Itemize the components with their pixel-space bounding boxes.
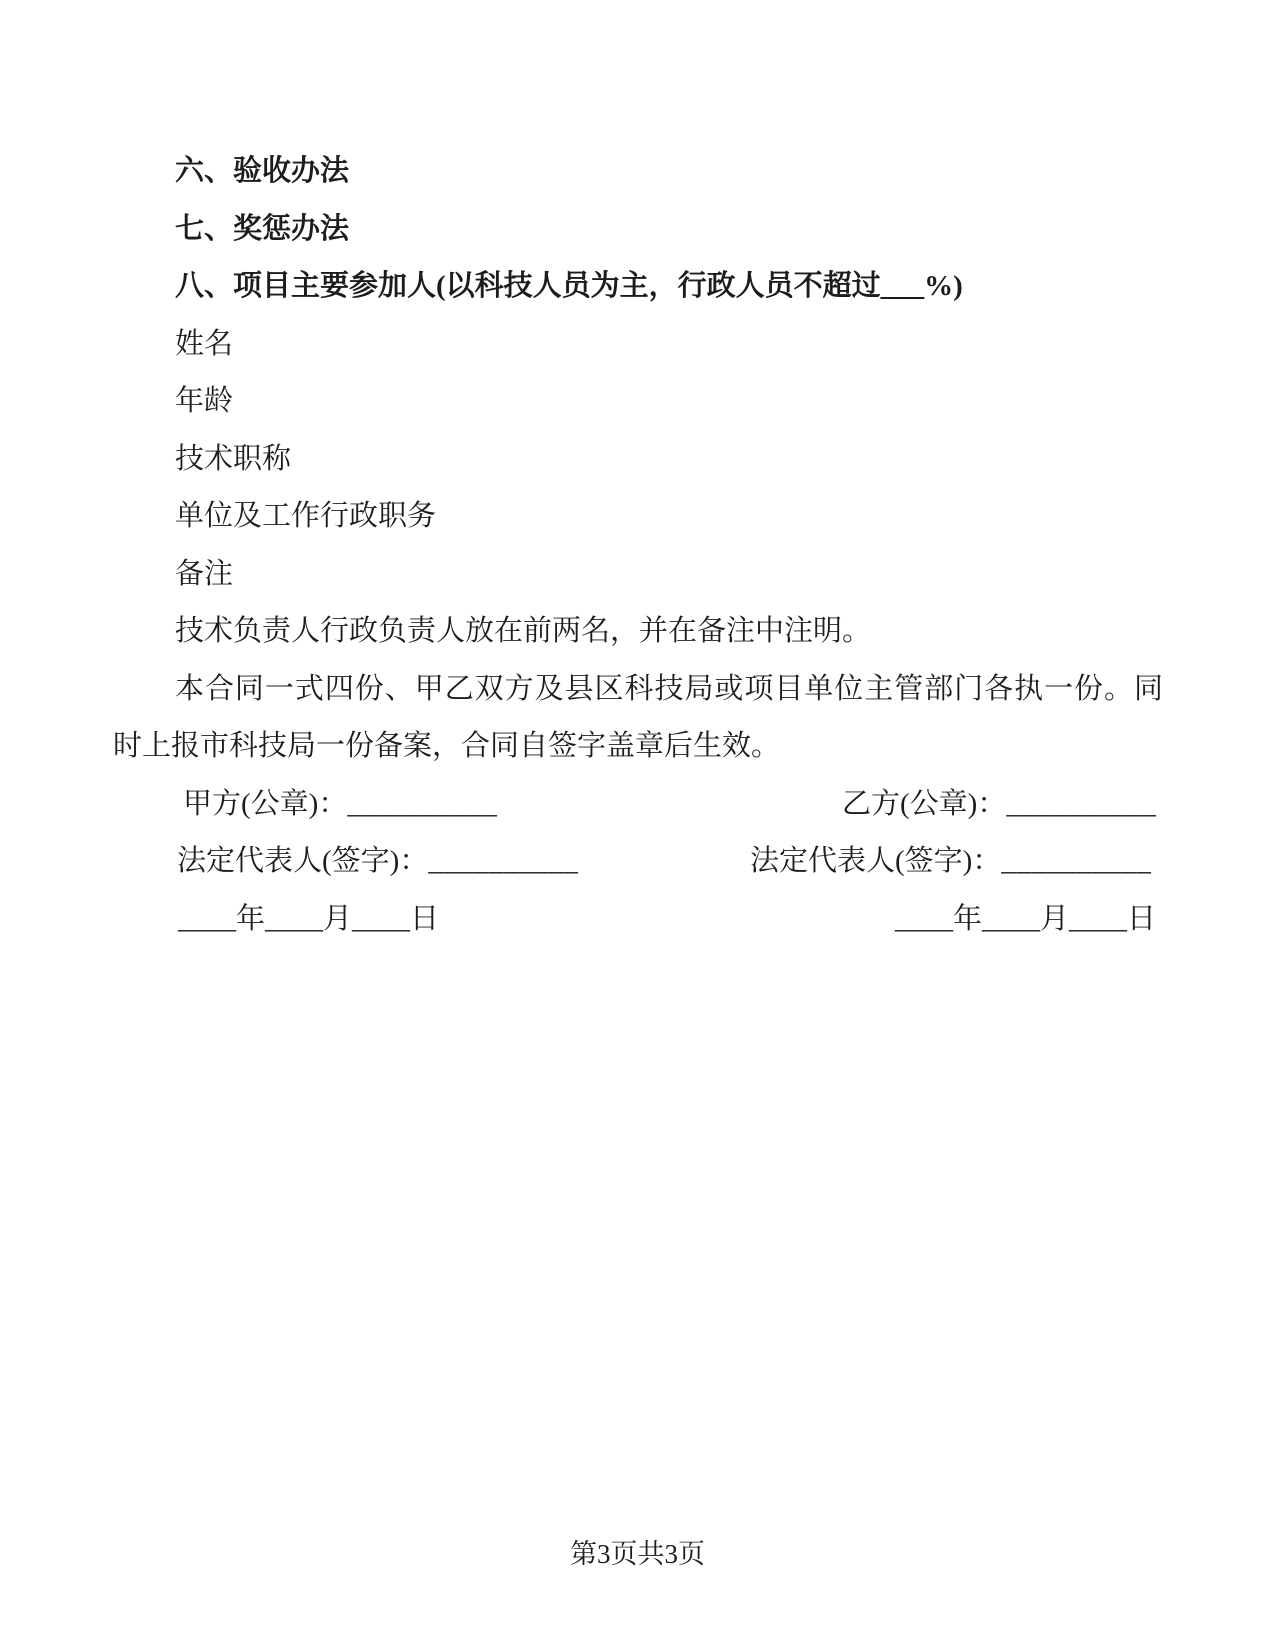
rep-a-signature-blank: __________ <box>428 845 579 877</box>
party-b-seal-block <box>842 776 1156 834</box>
rep-b-signature-block <box>750 833 1151 891</box>
date-line-right: ____年____月____日 <box>895 902 1157 935</box>
signature-row-representatives <box>113 833 1163 891</box>
field-label-technical-title: 技术职称 <box>175 442 292 475</box>
field-label-name: 姓名 <box>175 327 234 360</box>
party-a-seal-blank: __________ <box>347 787 498 820</box>
field-label-remarks: 备注 <box>175 557 234 590</box>
rep-b-signature-blank: __________ <box>1001 845 1152 877</box>
document-body <box>113 143 1163 948</box>
date-line-left: ____年____月____日 <box>178 902 440 935</box>
paragraph-responsible-persons-note: 技术负责人行政负责人放在前两名，并在备注中注明。 <box>175 615 872 647</box>
party-b-seal-label: 乙方(公章)： <box>842 787 1007 820</box>
signature-row-dates <box>113 891 1163 949</box>
signature-row-seals <box>113 776 1163 834</box>
heading-reward-punishment-method: 七、奖惩办法 <box>175 212 350 245</box>
field-label-age: 年龄 <box>175 385 234 417</box>
party-b-seal-blank: __________ <box>1006 787 1157 820</box>
party-a-seal-block <box>183 776 497 834</box>
rep-a-signature-block <box>177 833 578 891</box>
field-label-unit-and-position: 单位及工作行政职务 <box>175 500 437 532</box>
page-number-footer: 第3页共3页 <box>570 1539 705 1569</box>
rep-a-signature-label: 法定代表人(签字)： <box>177 845 429 877</box>
heading-main-participants: 八、项目主要参加人(以科技人员为主，行政人员不超过___%) <box>175 270 963 302</box>
heading-acceptance-method: 六、验收办法 <box>175 155 350 187</box>
paragraph-copies-line-2: 时上报市科技局一份备案，合同自签字盖章后生效。 <box>113 730 781 762</box>
party-a-seal-label: 甲方(公章)： <box>183 787 348 820</box>
paragraph-copies-line-1: 本合同一式四份、甲乙双方及县区科技局或项目单位主管部门各执一份。同 <box>175 672 1163 705</box>
rep-b-signature-label: 法定代表人(签字)： <box>750 845 1002 877</box>
